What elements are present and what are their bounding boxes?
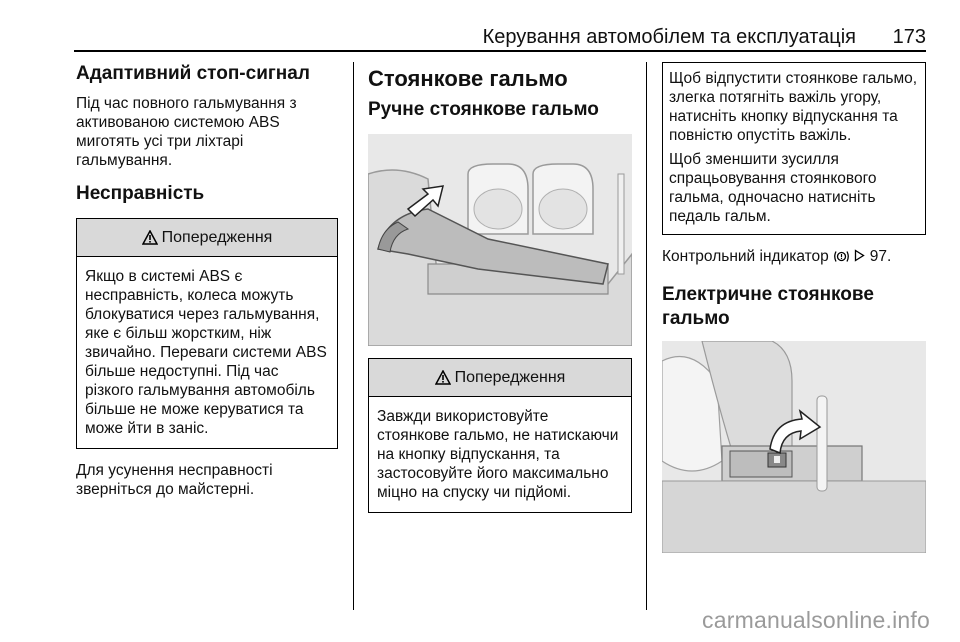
left-column	[76, 62, 338, 499]
subheading-manual-parking-brake: Ручне стоянкове гальмо	[368, 99, 599, 120]
page-number: 173	[892, 26, 926, 48]
indicator-reference	[662, 247, 926, 269]
electric-brake-switch-drawing	[662, 341, 926, 553]
warning-text: Завжди використовуйте стоянкове гальмо, не натискаючи на кнопку відпускання, та застосовуйте його максимально міцно на спуску чи підйомі.	[377, 408, 619, 501]
indicator-text: Контрольний індикатор	[662, 248, 829, 265]
electric-parking-brake-illustration	[662, 341, 926, 553]
malfunction-service-text: Для усунення несправності зверніться до майстерні.	[76, 462, 273, 498]
header-title: Керування автомобілем та експлуатація	[482, 26, 856, 48]
middle-column	[368, 62, 632, 513]
right-column	[662, 62, 926, 553]
brake-indicator-icon	[833, 249, 850, 269]
warning-label: Попередження	[454, 368, 566, 386]
page-header	[74, 26, 926, 52]
indicator-page-ref: 97.	[869, 248, 892, 265]
section-title-adaptive-brake-light: Адаптивний стоп-сигнал	[76, 63, 310, 84]
warning-header	[369, 359, 631, 397]
warning-triangle-icon	[435, 370, 451, 385]
page-reference-icon	[854, 248, 865, 267]
release-instructions-text: Щоб відпустити стоянкове гальмо, злегка потягніть важіль угору, натисніть кнопку відпускання та повністю опустіть важіль.	[669, 70, 918, 144]
warning-box-parking-brake	[368, 358, 632, 513]
warning-text: Якщо в системі ABS є несправність, колеса можуть блокуватися через гальмування, яке є більш жорстким, ніж звичайно. Переваги системи ABS більше недоступні. Під час різкого гальмування автомобіль більше не може керуватися та може йти в заніс.	[85, 268, 327, 437]
column-divider-2	[646, 62, 647, 610]
release-instructions-box	[662, 62, 926, 235]
column-divider-1	[353, 62, 354, 610]
hand-brake-lever-drawing	[368, 134, 632, 346]
subheading-malfunction: Несправність	[76, 183, 205, 204]
manual-parking-brake-illustration	[368, 134, 632, 346]
section-title-parking-brake: Стоянкове гальмо	[368, 66, 568, 91]
warning-label: Попередження	[161, 228, 273, 246]
subheading-electric-parking-brake: Електричне стоянкове гальмо	[662, 284, 874, 329]
warning-triangle-icon	[142, 230, 158, 245]
reduce-effort-text: Щоб зменшити зусилля спрацьовування стоянкового гальма, одночасно натисніть педаль гальм.	[669, 151, 877, 225]
warning-box-abs	[76, 218, 338, 449]
header-rule	[74, 50, 926, 52]
adaptive-brake-light-text: Під час повного гальмування з активованою системою ABS миготять усі три ліхтарі гальмування.	[76, 95, 297, 169]
warning-header	[77, 219, 337, 257]
watermark: carmanualsonline.info	[702, 607, 930, 633]
